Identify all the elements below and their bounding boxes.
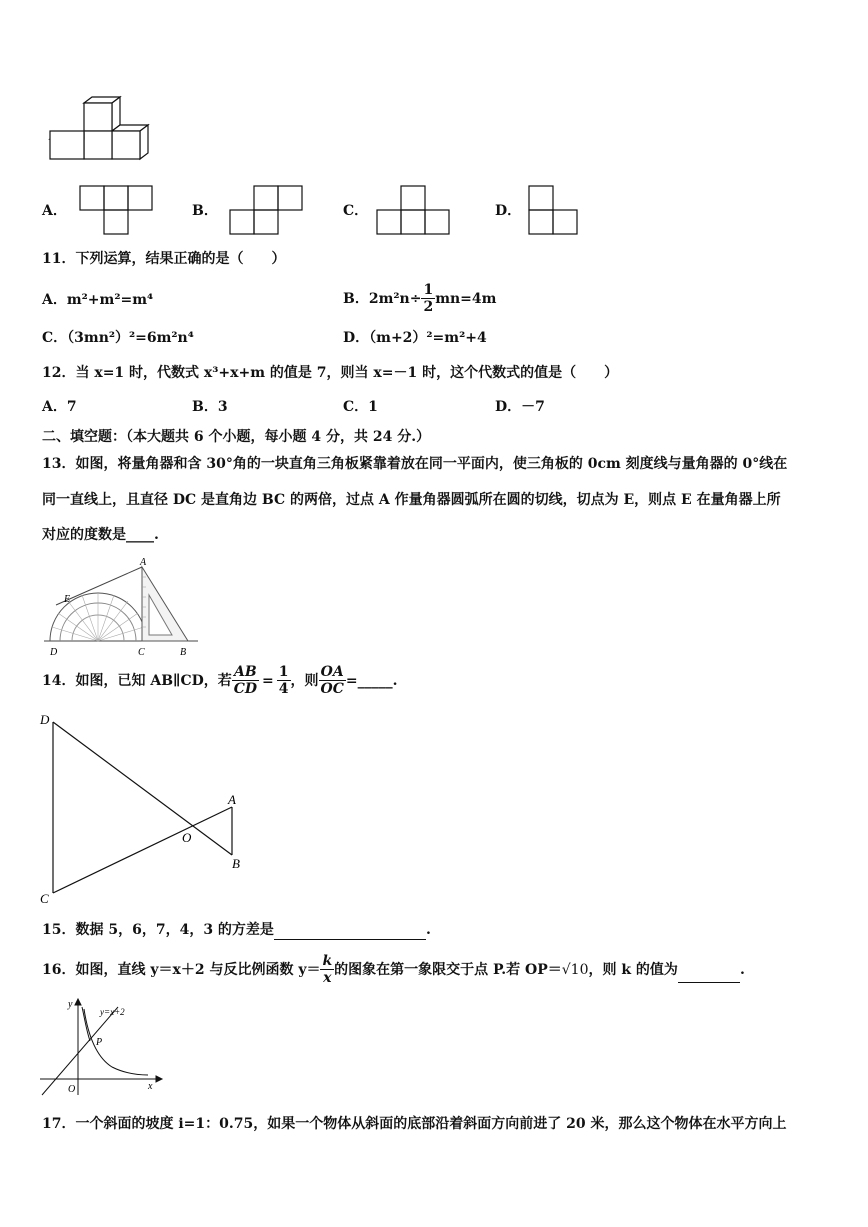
- q10-option-b: B．: [192, 203, 218, 219]
- q13-line-1: 13．如图，将量角器和含 30°角的一块直角三角板紧靠着放在同一平面内，使三角板的 0cm 刻度线与量角器的 0°线在: [42, 456, 788, 472]
- q10-cube-figure: [44, 95, 154, 170]
- q16-answer-blank[interactable]: [678, 968, 740, 983]
- q14-pre: 14．如图，已知 AB∥CD，若: [42, 672, 232, 689]
- q10-option-a-figure: [79, 185, 153, 235]
- q12-option-a: A．7: [42, 399, 77, 415]
- q11-b-denominator: 2: [423, 299, 434, 315]
- q10-option-c-figure: [376, 185, 450, 235]
- q16-label-y: y: [68, 999, 73, 1010]
- q14-equals: =: [262, 672, 274, 689]
- q14-f2-numerator: 1: [278, 664, 289, 680]
- q16-end: .: [739, 961, 745, 978]
- q14-f1-denominator: CD: [233, 681, 258, 697]
- q16-graph-figure: [38, 995, 163, 1100]
- q13-protractor-figure: [42, 555, 202, 660]
- q14-f3-numerator: OA: [319, 664, 346, 681]
- q16-fraction-k-x: [320, 953, 334, 986]
- q11-option-d: D．（m+2）²=m²+4: [343, 330, 487, 346]
- q16-pre: 16．如图，直线 y＝x＋2 与反比例函数 y＝: [42, 961, 321, 978]
- q11-option-a: A．m²+m²=m⁴: [42, 292, 154, 308]
- q10-option-a: A．: [42, 203, 67, 219]
- q14-label-d: D: [40, 712, 50, 727]
- q14-fraction-oa-oc: [319, 664, 346, 697]
- q13-label-d: D: [50, 647, 58, 658]
- q13-label-c: C: [138, 647, 145, 658]
- q14-f1-numerator: AB: [232, 664, 259, 681]
- q11-b-numerator: 1: [423, 282, 434, 298]
- q11-option-b-pre: B．2m²n÷: [343, 290, 422, 307]
- q13-line-3: 对应的度数是____.: [42, 527, 159, 543]
- q10-option-d-figure: [528, 185, 580, 235]
- q14-label-o: O: [182, 830, 192, 845]
- q16-f-denominator: x: [323, 970, 332, 986]
- q16-label-line: y=x+2: [100, 1007, 125, 1017]
- q12-stem: 12．当 x=1 时，代数式 x³+x+m 的值是 7，则当 x=－1 时，这个代数式的值是（ ）: [42, 365, 619, 381]
- q14-mid: ，则: [290, 672, 319, 689]
- q15-stem: [42, 920, 431, 940]
- q14-label-c: C: [40, 891, 49, 906]
- section-2-heading: 二、填空题：（本大题共 6 个小题，每小题 4 分，共 24 分.）: [42, 429, 431, 445]
- q11-option-c: C．（3mn²）²=6m²n⁴: [42, 330, 194, 346]
- q12-option-d: D．－7: [495, 399, 545, 415]
- q16-mid: 的图象在第一象限交于点 P.若 OP＝: [334, 961, 562, 978]
- q14-fraction-one-quarter: [277, 664, 291, 697]
- q16-f-numerator: k: [322, 953, 333, 969]
- q14-f2-denominator: 4: [278, 681, 289, 697]
- q16-post: ，则 k 的值为: [588, 961, 678, 978]
- q16-label-p: P: [96, 1037, 103, 1048]
- q14-triangle-figure: [38, 710, 258, 905]
- q11-option-b-fraction: [421, 282, 435, 315]
- q16-sqrt: √10: [561, 961, 589, 978]
- q12-option-c: C．1: [343, 399, 378, 415]
- q10-option-c: C．: [343, 203, 369, 219]
- q11-option-b: [343, 282, 496, 315]
- q17-stem: 17．一个斜面的坡度 i=1：0.75，如果一个物体从斜面的底部沿着斜面方向前进了 20 米，那么这个物体在水平方向上: [42, 1116, 787, 1132]
- q13-label-e: E: [64, 594, 71, 605]
- q16-label-o: O: [68, 1084, 76, 1095]
- q12-option-b: B．3: [192, 399, 228, 415]
- q14-label-a: A: [228, 792, 236, 807]
- q13-label-a: A: [140, 557, 147, 568]
- q14-post: =_____.: [345, 672, 398, 689]
- q16-label-x: x: [148, 1081, 153, 1092]
- q11-stem: 11．下列运算，结果正确的是（ ）: [42, 251, 286, 267]
- q14-label-b: B: [232, 856, 240, 871]
- q10-option-b-figure: [229, 185, 303, 235]
- q13-line-2: 同一直线上，且直径 DC 是直角边 BC 的两倍，过点 A 作量角器圆弧所在圆的切线，切点为 E，则点 E 在量角器上所: [42, 492, 781, 508]
- q14-f3-denominator: OC: [320, 681, 344, 697]
- q11-option-b-post: mn=4m: [435, 290, 497, 307]
- q15-end: .: [425, 922, 431, 938]
- q14-stem: [42, 664, 397, 697]
- q16-stem: [42, 953, 745, 986]
- q13-label-b: B: [180, 647, 187, 658]
- q10-option-d: D．: [495, 203, 522, 219]
- q15-answer-blank[interactable]: [274, 925, 426, 940]
- q15-text: 15．数据 5，6，7，4，3 的方差是: [42, 922, 274, 938]
- q14-fraction-ab-cd: [232, 664, 259, 697]
